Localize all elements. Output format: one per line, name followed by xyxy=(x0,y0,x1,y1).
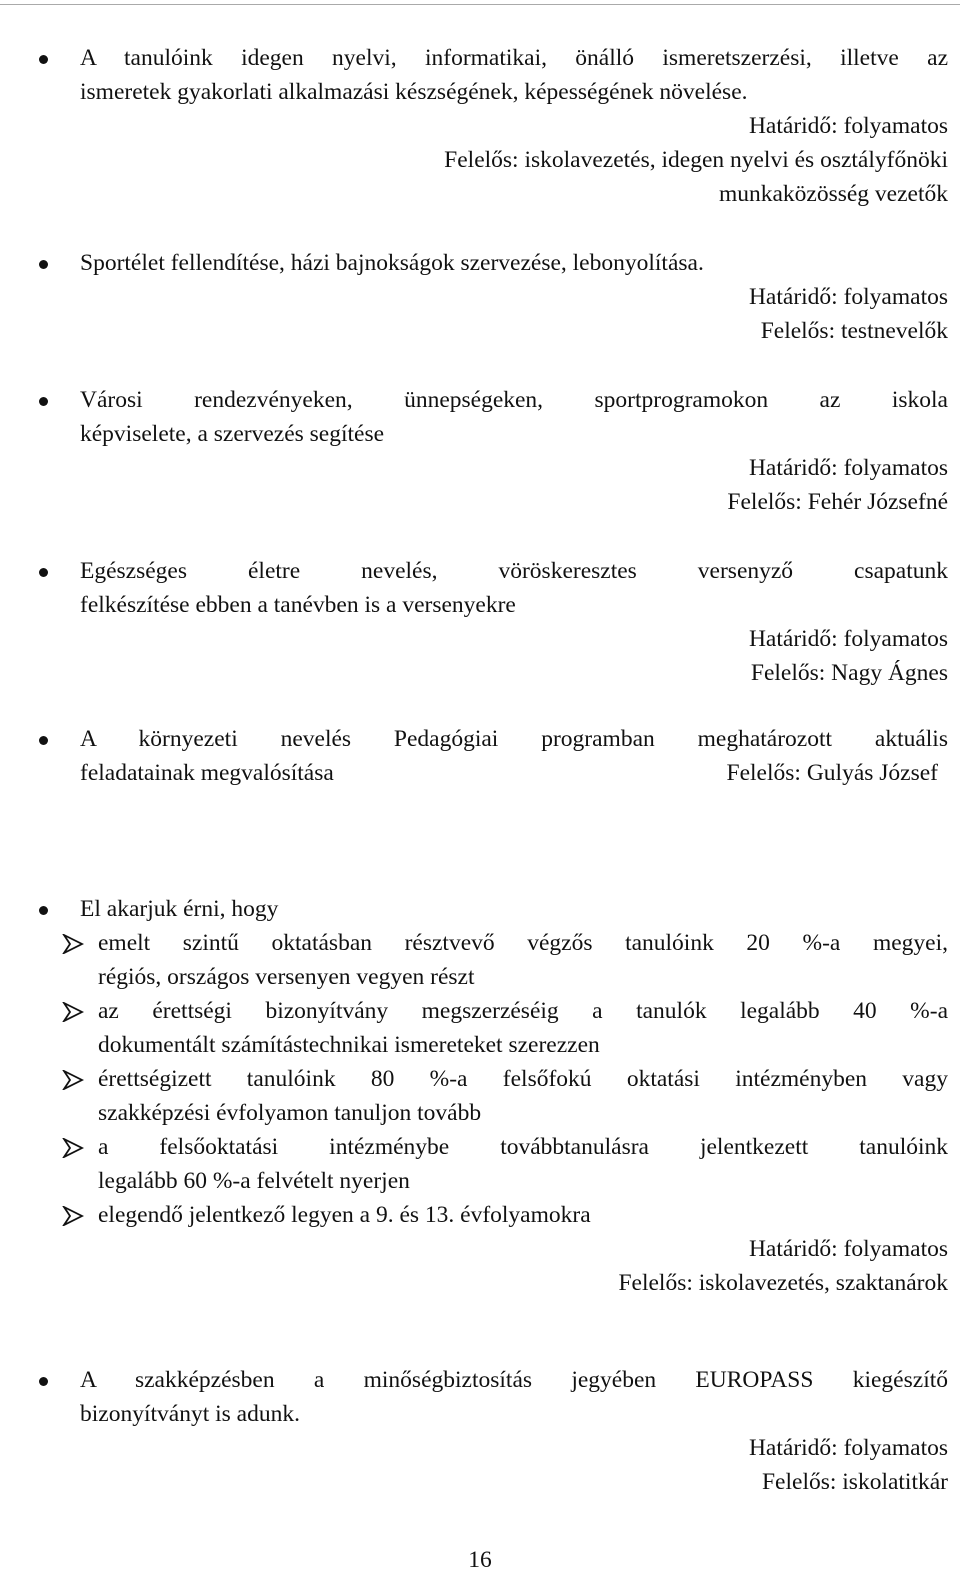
goal-subitem xyxy=(98,1198,948,1232)
item-text-fragment: feladatainak megvalósítása xyxy=(80,760,334,786)
bullet-icon xyxy=(39,1377,48,1386)
responsible-text: Felelős: Gulyás József xyxy=(726,760,938,786)
subitem-text-line: az érettségi bizonyítvány megszerzéséig a tanulók legalább 40 %-a xyxy=(98,998,948,1024)
subitem-text-line: érettségizett tanulóink 80 %-a felsőfokú oktatási intézményben vagy xyxy=(98,1066,948,1092)
list-item-environment xyxy=(80,722,948,790)
item-text-line: Városi rendezvényeken, ünnepségeken, sportprogramokon az iskola xyxy=(80,387,948,413)
subitem-text-line: régiós, országos versenyen vegyen részt xyxy=(98,964,475,990)
item-text-line: képviselete, a szervezés segítése xyxy=(80,421,385,447)
responsible-text: Felelős: iskolavezetés, idegen nyelvi és osztályfőnöki xyxy=(444,147,948,173)
deadline-text: Határidő: folyamatos xyxy=(748,284,948,310)
list-item-health-education xyxy=(80,554,948,690)
deadline-text: Határidő: folyamatos xyxy=(748,455,948,481)
responsible-text: munkaközösség vezetők xyxy=(718,181,948,207)
subitem-text-line: dokumentált számítástechnikai ismereteket szerezzen xyxy=(98,1032,600,1058)
goal-subitem xyxy=(98,994,948,1062)
item-text-line: A szakképzésben a minőségbiztosítás jegyében EUROPASS kiegészítő xyxy=(80,1367,948,1393)
subitem-text-line: elegendő jelentkező legyen a 9. és 13. évfolyamokra xyxy=(98,1202,591,1228)
arrowhead-bullet-icon xyxy=(62,1070,84,1090)
arrowhead-bullet-icon xyxy=(62,1002,84,1022)
bullet-icon xyxy=(39,568,48,577)
goals-deadline-block xyxy=(80,1232,948,1300)
goal-subitem xyxy=(98,1062,948,1130)
deadline-text: Határidő: folyamatos xyxy=(748,1236,948,1262)
bullet-icon xyxy=(39,736,48,745)
item-text-line: A környezeti nevelés Pedagógiai programban meghatározott aktuális xyxy=(80,726,948,752)
deadline-text: Határidő: folyamatos xyxy=(748,113,948,139)
list-item-city-events xyxy=(80,383,948,519)
responsible-text: Felelős: Fehér Józsefné xyxy=(727,489,948,515)
responsible-text: Felelős: Nagy Ágnes xyxy=(750,660,948,686)
item-text-line-with-responsible xyxy=(80,756,948,790)
bullet-icon xyxy=(39,260,48,269)
list-item-sports xyxy=(80,246,948,348)
deadline-text: Határidő: folyamatos xyxy=(748,1435,948,1461)
responsible-text: Felelős: iskolavezetés, szaktanárok xyxy=(618,1270,948,1296)
arrowhead-bullet-icon xyxy=(62,1206,84,1226)
goal-subitem xyxy=(98,926,948,994)
item-text-line: felkészítése ebben a tanévben is a versenyekre xyxy=(80,592,516,618)
item-text-line: El akarjuk érni, hogy xyxy=(80,896,279,922)
arrowhead-bullet-icon xyxy=(62,1138,84,1158)
list-item-goals xyxy=(80,892,948,926)
deadline-text: Határidő: folyamatos xyxy=(748,626,948,652)
subitem-text-line: a felsőoktatási intézménybe továbbtanulásra jelentkezett tanulóink xyxy=(98,1134,948,1160)
bullet-icon xyxy=(39,906,48,915)
item-text-line: ismeretek gyakorlati alkalmazási készségének, képességének növelése. xyxy=(80,79,748,105)
item-text-line: Sportélet fellendítése, házi bajnokságok szervezése, lebonyolítása. xyxy=(80,250,704,276)
item-text-line: Egészséges életre nevelés, vöröskeresztes versenyző csapatunk xyxy=(80,558,948,584)
arrowhead-bullet-icon xyxy=(62,934,84,954)
page-number: 16 xyxy=(468,1547,492,1573)
subitem-text-line: legalább 60 %-a felvételt nyerjen xyxy=(98,1168,410,1194)
subitem-text-line: emelt szintű oktatásban résztvevő végzős tanulóink 20 %-a megyei, xyxy=(98,930,948,956)
bullet-icon xyxy=(39,397,48,406)
responsible-text: Felelős: iskolatitkár xyxy=(761,1469,948,1495)
list-item-language-skills xyxy=(80,41,948,211)
item-text-line: A tanulóink idegen nyelvi, informatikai, önálló ismeretszerzési, illetve az xyxy=(80,45,948,71)
goal-subitem xyxy=(98,1130,948,1198)
subitem-text-line: szakképzési évfolyamon tanuljon tovább xyxy=(98,1100,482,1126)
bullet-icon xyxy=(39,55,48,64)
list-item-europass xyxy=(80,1363,948,1499)
item-text-line: bizonyítványt is adunk. xyxy=(80,1401,300,1427)
responsible-text: Felelős: testnevelők xyxy=(760,318,948,344)
